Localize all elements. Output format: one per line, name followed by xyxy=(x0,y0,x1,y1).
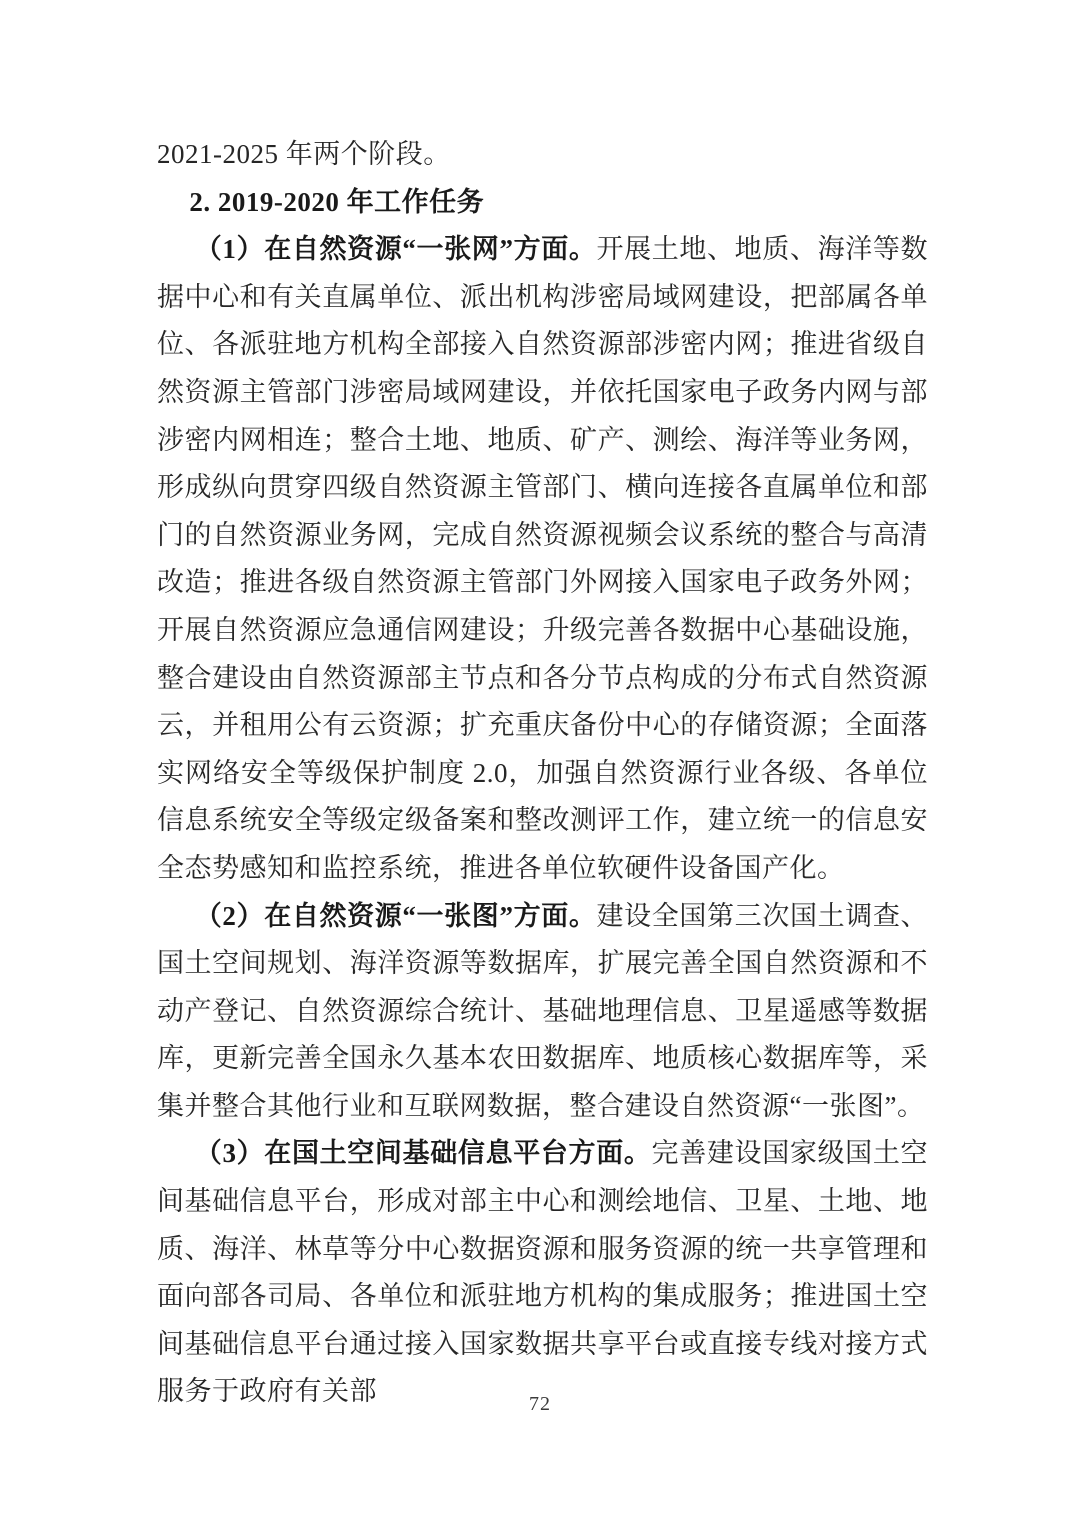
paragraph-item-2-lead: （2）在自然资源“一张图”方面。 xyxy=(194,900,597,931)
paragraph-item-3-lead: （3）在国土空间基础信息平台方面。 xyxy=(194,1138,652,1169)
paragraph-item-1-body: 开展土地、地质、海洋等数据中心和有关直属单位、派出机构涉密局域网建设，把部属各单位、各派驻地方机构全部接入自然资源部涉密内网；推进省级自然资源主管部门涉密局域网建设，并依托国家电子政务内网与部涉密内网相连；整合土地、地质、矿产、测绘、海洋等业务网，形成纵向贯穿四级自然资源主管部门、横向连接各直属单位和部门的自然资源业务网，完成自然资源视频会议系统的整合与高清改造；推进各级自然资源主管部门外网接入国家电子政务外网；开展自然资源应急通信网建设；升级完善各数据中心基础设施，整合建设由自然资源部主节点和各分节点构成的分布式自然资源云，并租用公有云资源；扩充重庆备份中心的存储资源；全面落实网络安全等级保护制度 2.0，加强自然资源行业各级、各单位信息系统安全等级定级备案和整改测评工作，建立统一的信息安全态势感知和监控系统，推进各单位软硬件设备国产化。 xyxy=(157,234,929,883)
paragraph-intro: 2021-2025 年两个阶段。 xyxy=(157,139,451,169)
page-content xyxy=(157,131,928,1416)
paragraph-item-1 xyxy=(157,226,928,892)
paragraph-item-3 xyxy=(157,1130,928,1416)
section-heading: 2. 2019-2020 年工作任务 xyxy=(189,186,485,217)
page-number: 72 xyxy=(529,1393,551,1415)
paragraph-item-1-lead: （1）在自然资源“一张网”方面。 xyxy=(194,234,597,265)
paragraph-item-3-body: 完善建设国家级国土空间基础信息平台，形成对部主中心和测绘地信、卫星、土地、地质、海洋、林草等分中心数据资源和服务资源的统一共享管理和面向部各司局、各单位和派驻地方机构的集成服务；推进国土空间基础信息平台通过接入国家数据共享平台或直接专线对接方式服务于政府有关部 xyxy=(157,1138,929,1407)
paragraph-item-2 xyxy=(157,893,928,1131)
paragraph-item-2-body: 建设全国第三次国土调查、国土空间规划、海洋资源等数据库，扩展完善全国自然资源和不动产登记、自然资源综合统计、基础地理信息、卫星遥感等数据库，更新完善全国永久基本农田数据库、地质核心数据库等，采集并整合其他行业和互联网数据，整合建设自然资源“一张图”。 xyxy=(157,900,929,1121)
